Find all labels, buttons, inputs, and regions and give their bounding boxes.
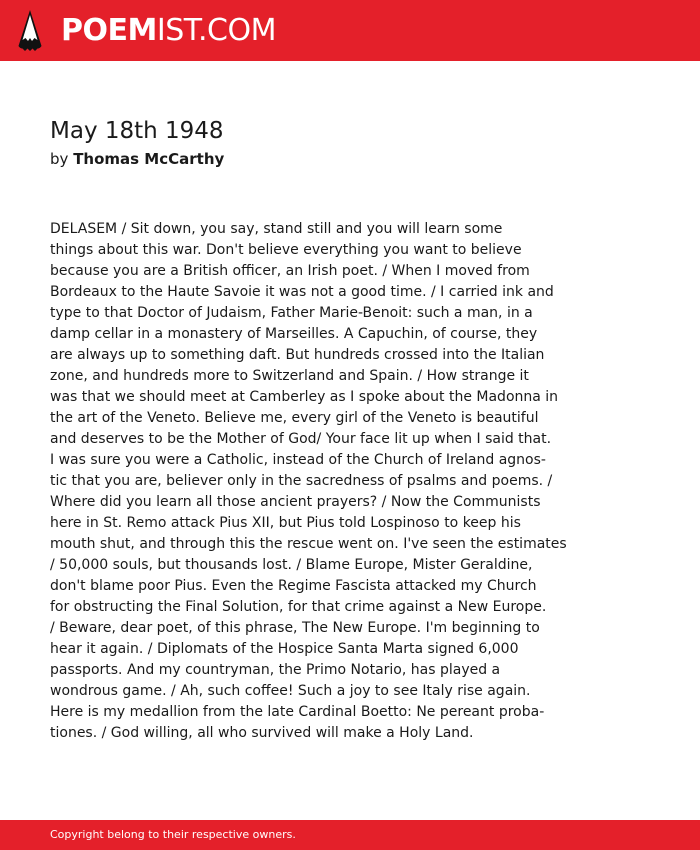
poem-line: / Beware, dear poet, of this phrase, The New Europe. I'm beginning to <box>50 620 540 636</box>
poem-line: was that we should meet at Camberley as I spoke about the Madonna in <box>50 389 559 405</box>
poem-line: / 50,000 souls, but thousands lost. / Blame Europe, Mister Geraldine, <box>50 557 533 573</box>
poem-line: Bordeaux to the Haute Savoie it was not a good time. / I carried ink and <box>50 284 554 300</box>
poem-body <box>50 219 567 744</box>
poem-title: May 18th 1948 <box>50 118 224 144</box>
pen-nib-logo-icon[interactable] <box>18 10 42 51</box>
poem-line: the art of the Veneto. Believe me, every girl of the Veneto is beautiful <box>50 410 539 426</box>
author-name: Thomas McCarthy <box>73 150 225 168</box>
poem-line: passports. And my countryman, the Primo Notario, has played a <box>50 662 501 678</box>
poem-line: here in St. Remo attack Pius XII, but Pius told Lospinoso to keep his <box>50 515 521 531</box>
poem-line: damp cellar in a monastery of Marseilles. A Capuchin, of course, they <box>50 326 538 342</box>
poem-line: Where did you learn all those ancient prayers? / Now the Communists <box>50 494 541 510</box>
site-footer <box>0 820 700 850</box>
poem-line: zone, and hundreds more to Switzerland and Spain. / How strange it <box>50 368 529 384</box>
poem-line: tic that you are, believer only in the sacredness of psalms and poems. / <box>50 473 553 489</box>
poem-byline <box>50 148 224 170</box>
poem-line: and deserves to be the Mother of God/ Your face lit up when I said that. <box>50 431 552 447</box>
logo-text-light: IST.COM <box>156 13 276 48</box>
poem-line: because you are a British officer, an Irish poet. / When I moved from <box>50 263 530 279</box>
poem-line: things about this war. Don't believe everything you want to believe <box>50 242 522 258</box>
poem-line: DELASEM / Sit down, you say, stand still and you will learn some <box>50 221 503 237</box>
copyright-notice: Copyright belong to their respective owners. <box>50 828 296 841</box>
poem-line: don't blame poor Pius. Even the Regime Fascista attacked my Church <box>50 578 537 594</box>
poem-line: Here is my medallion from the late Cardinal Boetto: Ne pereant proba- <box>50 704 545 720</box>
poem-line: for obstructing the Final Solution, for that crime against a New Europe. <box>50 599 547 615</box>
poem-line: tiones. / God willing, all who survived will make a Holy Land. <box>50 725 474 741</box>
poem-line: are always up to something daft. But hundreds crossed into the Italian <box>50 347 545 363</box>
logo-text-bold: POEM <box>61 13 157 48</box>
poem-line: type to that Doctor of Judaism, Father Marie-Benoit: such a man, in a <box>50 305 533 321</box>
poem-line: mouth shut, and through this the rescue went on. I've seen the estimates <box>50 536 567 552</box>
poem-line: I was sure you were a Catholic, instead of the Church of Ireland agnos- <box>50 452 546 468</box>
poem-line: wondrous game. / Ah, such coffee! Such a joy to see Italy rise again. <box>50 683 531 699</box>
site-header <box>0 0 700 61</box>
byline-label: by <box>50 150 69 168</box>
site-logo[interactable] <box>61 12 276 50</box>
poem-line: hear it again. / Diplomats of the Hospice Santa Marta signed 6,000 <box>50 641 519 657</box>
